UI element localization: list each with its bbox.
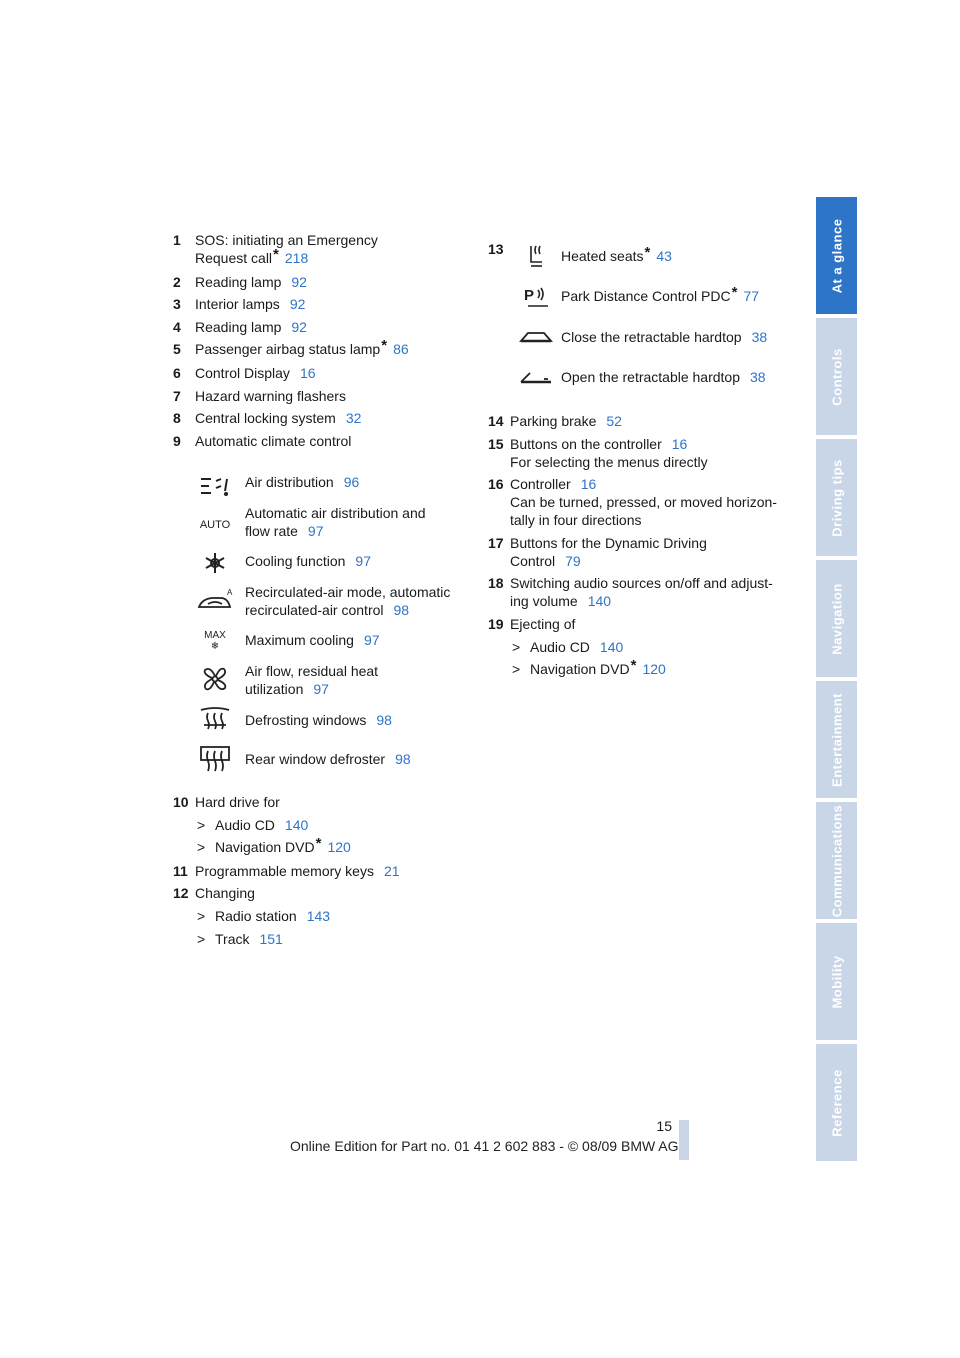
open-hardtop-icon [516, 360, 556, 394]
page-link[interactable]: 92 [291, 273, 307, 290]
page-link[interactable]: 52 [606, 413, 622, 429]
air-distribution-icon [195, 471, 235, 501]
page-link[interactable]: 143 [306, 907, 331, 924]
page-link[interactable]: 86 [393, 341, 409, 358]
sub-list-item: > Audio CD 140 [512, 638, 624, 655]
auto-icon: AUTO [199, 519, 231, 531]
page-link[interactable]: 38 [751, 329, 768, 345]
list-item: 3 Interior lamps 92 [173, 296, 306, 313]
tab-reference[interactable]: Reference [816, 1044, 857, 1161]
optional-star-icon: * [630, 657, 637, 675]
svg-text:P: P [524, 287, 535, 304]
list-item: 7 Hazard warning flashers [173, 387, 346, 404]
sub-list-item: > Track 151 [197, 930, 283, 947]
optional-star-icon: * [731, 284, 738, 301]
page-link[interactable]: 140 [599, 638, 624, 655]
list-item: 8 Central locking system 32 [173, 410, 362, 427]
max-cooling-icon: MAX ❄ [204, 630, 226, 652]
list-item: 5 Passenger airbag status lamp* 86 [173, 337, 409, 358]
page-link[interactable]: 21 [383, 862, 400, 879]
page-link[interactable]: 98 [395, 751, 411, 767]
list-item: 19 Ejecting of [488, 615, 576, 632]
page-link[interactable]: 79 [565, 552, 581, 569]
page-link[interactable]: 98 [376, 712, 392, 728]
page-link[interactable]: 16 [671, 435, 688, 452]
page-link[interactable]: 92 [289, 296, 306, 313]
list-item: 2 Reading lamp 92 [173, 273, 307, 290]
fan-icon [195, 662, 235, 696]
left-column-lower [173, 793, 463, 952]
tab-driving-tips[interactable]: Driving tips [816, 439, 857, 556]
rear-window-defrost-icon [195, 742, 235, 776]
page-link[interactable]: 120 [642, 661, 666, 678]
page-link[interactable]: 77 [743, 288, 760, 304]
tab-communications[interactable]: Communications [816, 802, 857, 919]
list-item: 14 Parking brake 52 [488, 413, 622, 429]
left-column [173, 231, 463, 454]
page-link[interactable]: 43 [656, 248, 672, 264]
pdc-icon [516, 280, 556, 314]
svg-text:A: A [227, 588, 233, 597]
page-link[interactable]: 16 [580, 476, 597, 493]
list-item: 4 Reading lamp 92 [173, 318, 307, 335]
list-item: 11 Programmable memory keys 21 [173, 862, 400, 879]
list-item: 1 SOS: initiating an Emergency Request call* 218 [173, 232, 378, 266]
page-link[interactable]: 140 [587, 593, 612, 610]
page-link[interactable]: 92 [291, 318, 307, 335]
tab-controls[interactable]: Controls [816, 318, 857, 435]
sub-list-item: > Audio CD 140 [197, 816, 309, 833]
list-item: 9 Automatic climate control [173, 432, 352, 449]
tab-entertainment[interactable]: Entertainment [816, 681, 857, 798]
page-link[interactable]: 97 [307, 523, 324, 539]
page-link[interactable]: 32 [345, 410, 362, 427]
page-link[interactable]: 97 [355, 553, 371, 569]
page-link[interactable]: 140 [284, 816, 309, 833]
optional-star-icon: * [273, 246, 279, 263]
windshield-defrost-icon [195, 702, 235, 736]
optional-star-icon: * [644, 244, 651, 261]
sub-list-item: > Navigation DVD* 120 [197, 835, 351, 856]
page-link[interactable]: 38 [750, 369, 766, 385]
page-link[interactable]: 97 [363, 632, 380, 648]
page-link[interactable]: 16 [299, 364, 316, 381]
page-link[interactable]: 97 [313, 681, 329, 697]
tab-navigation[interactable]: Navigation [816, 560, 857, 677]
snowflake-icon [195, 548, 235, 578]
item-13-table: 13 Heated seats* 43 P Park Distance Control PDC* 77 Close the retractable hardtop 38 Open the retractable hardtop 38 [488, 236, 788, 406]
list-item: 10 Hard drive for [173, 794, 280, 810]
page-number: 15 [656, 1118, 672, 1134]
chapter-tabs [816, 197, 857, 1165]
heated-seat-icon [516, 240, 556, 274]
page-link[interactable]: 98 [393, 602, 410, 618]
list-item: 15 Buttons on the controller 16 For selecting the menus directly [488, 435, 708, 470]
list-item: 6 Control Display 16 [173, 364, 316, 381]
list-item: 12 Changing [173, 885, 255, 902]
close-hardtop-icon [516, 320, 556, 354]
page-link[interactable]: 120 [327, 839, 351, 856]
footer-text: Online Edition for Part no. 01 41 2 602 883 - © 08/09 BMW AG [290, 1138, 679, 1154]
page-link[interactable]: 218 [284, 250, 309, 266]
recirculated-air-icon [195, 584, 235, 618]
sub-list-item: > Navigation DVD* 120 [512, 657, 666, 678]
page-marker-bar [679, 1120, 689, 1160]
sub-list-item: > Radio station 143 [197, 907, 331, 924]
right-column [488, 412, 788, 684]
page-link[interactable]: 96 [343, 474, 360, 490]
list-item: 18 Switching audio sources on/off and adjust- ing volume 140 [488, 575, 773, 610]
list-item: 16 Controller 16 Can be turned, pressed, or moved horizon- tally in four directions [488, 476, 777, 529]
list-item: 17 Buttons for the Dynamic Driving Control 79 [488, 534, 707, 569]
optional-star-icon: * [315, 835, 322, 853]
page-link[interactable]: 151 [259, 930, 283, 947]
tab-at-a-glance[interactable]: At a glance [816, 197, 857, 314]
climate-controls-table: Air distribution 96 AUTO Automatic air distribution and flow rate 97 Cooling function 97 A Recirculated-air mode, automatic recirculated-air control 98 MAX ❄ Maximum cooling 97 Air flow, residual heat utilization 97 Defrosting windows 98 Rear window defroster 98 [195, 466, 465, 786]
optional-star-icon: * [381, 337, 388, 355]
tab-mobility[interactable]: Mobility [816, 923, 857, 1040]
